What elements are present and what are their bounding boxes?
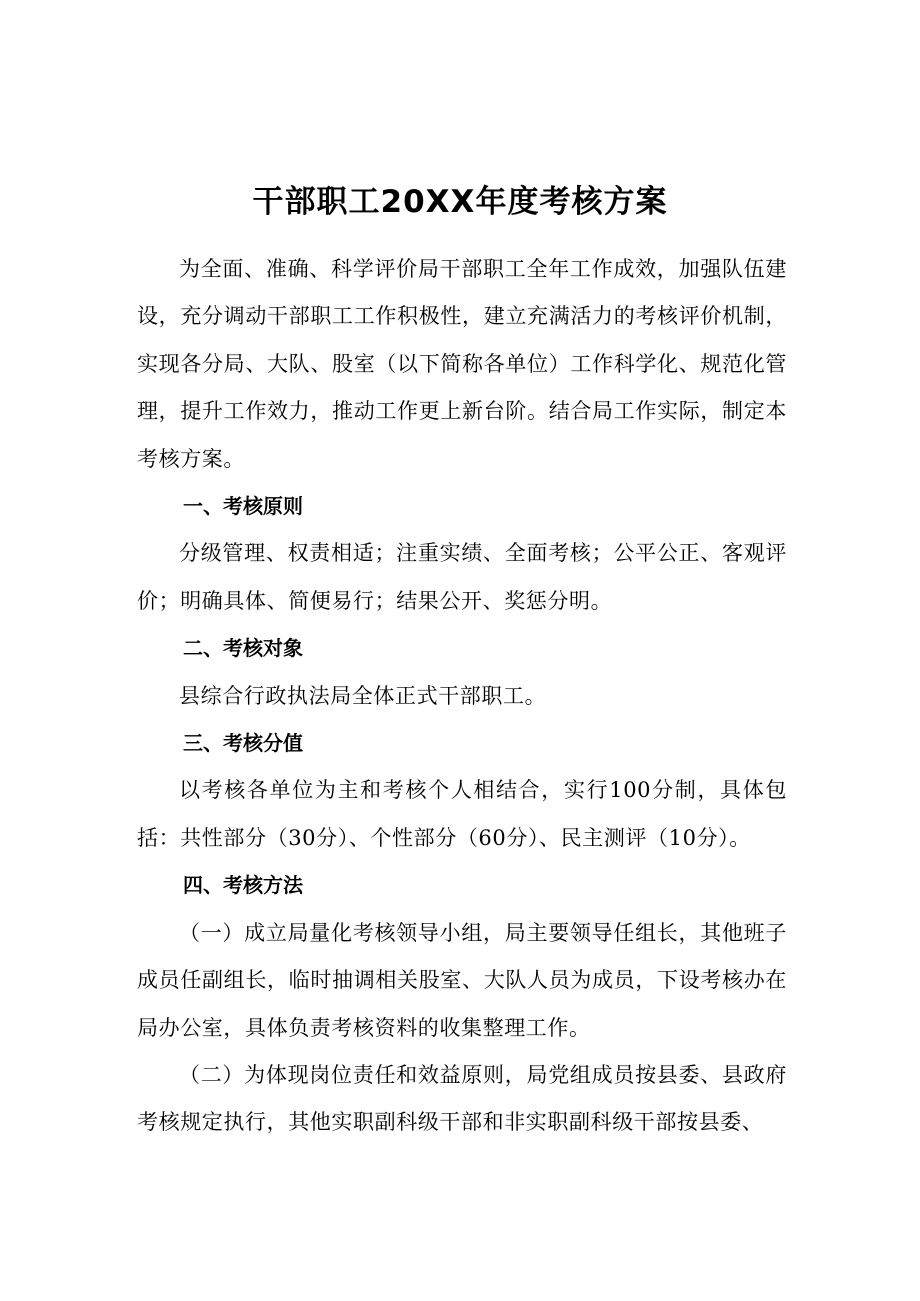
intro-paragraph: 为全面、准确、科学评价局干部职工全年工作成效，加强队伍建设，充分调动干部职工工作积极性，建立充满活力的考核评价机制，实现各分局、大队、股室（以下简称各单位）工作科学化、规范化管理，提升工作效力，推动工作更上新台阶。结合局工作实际，制定本考核方案。	[137, 257, 787, 471]
section-heading-principles: 一、考核原则	[183, 494, 303, 519]
document-body	[137, 246, 787, 1147]
section-heading-targets: 二、考核对象	[183, 636, 303, 661]
section-heading-methods: 四、考核方法	[183, 873, 303, 898]
section-paragraph-principles: 分级管理、权责相适；注重实绩、全面考核；公平公正、客观评价；明确具体、简便易行；结果公开、奖惩分明。	[137, 541, 787, 613]
section-paragraph-methods-2: （二）为体现岗位责任和效益原则，局党组成员按县委、县政府考核规定执行，其他实职副科级干部和非实职副科级干部按县委、	[137, 1062, 787, 1135]
section-heading-scores: 三、考核分值	[183, 731, 303, 756]
section-paragraph-methods-1: （一）成立局量化考核领导小组，局主要领导任组长，其他班子成员任副组长，临时抽调相关股室、大队人员为成员，下设考核办在局办公室，具体负责考核资料的收集整理工作。	[137, 920, 787, 1040]
section-paragraph-targets: 县综合行政执法局全体正式干部职工。	[179, 683, 547, 708]
document-title: 干部职工20XX年度考核方案	[252, 184, 668, 220]
section-paragraph-scores: 以考核各单位为主和考核个人相结合，实行100分制，具体包括：共性部分（30分）、个性部分（60分）、民主测评（10分）。	[137, 778, 787, 850]
